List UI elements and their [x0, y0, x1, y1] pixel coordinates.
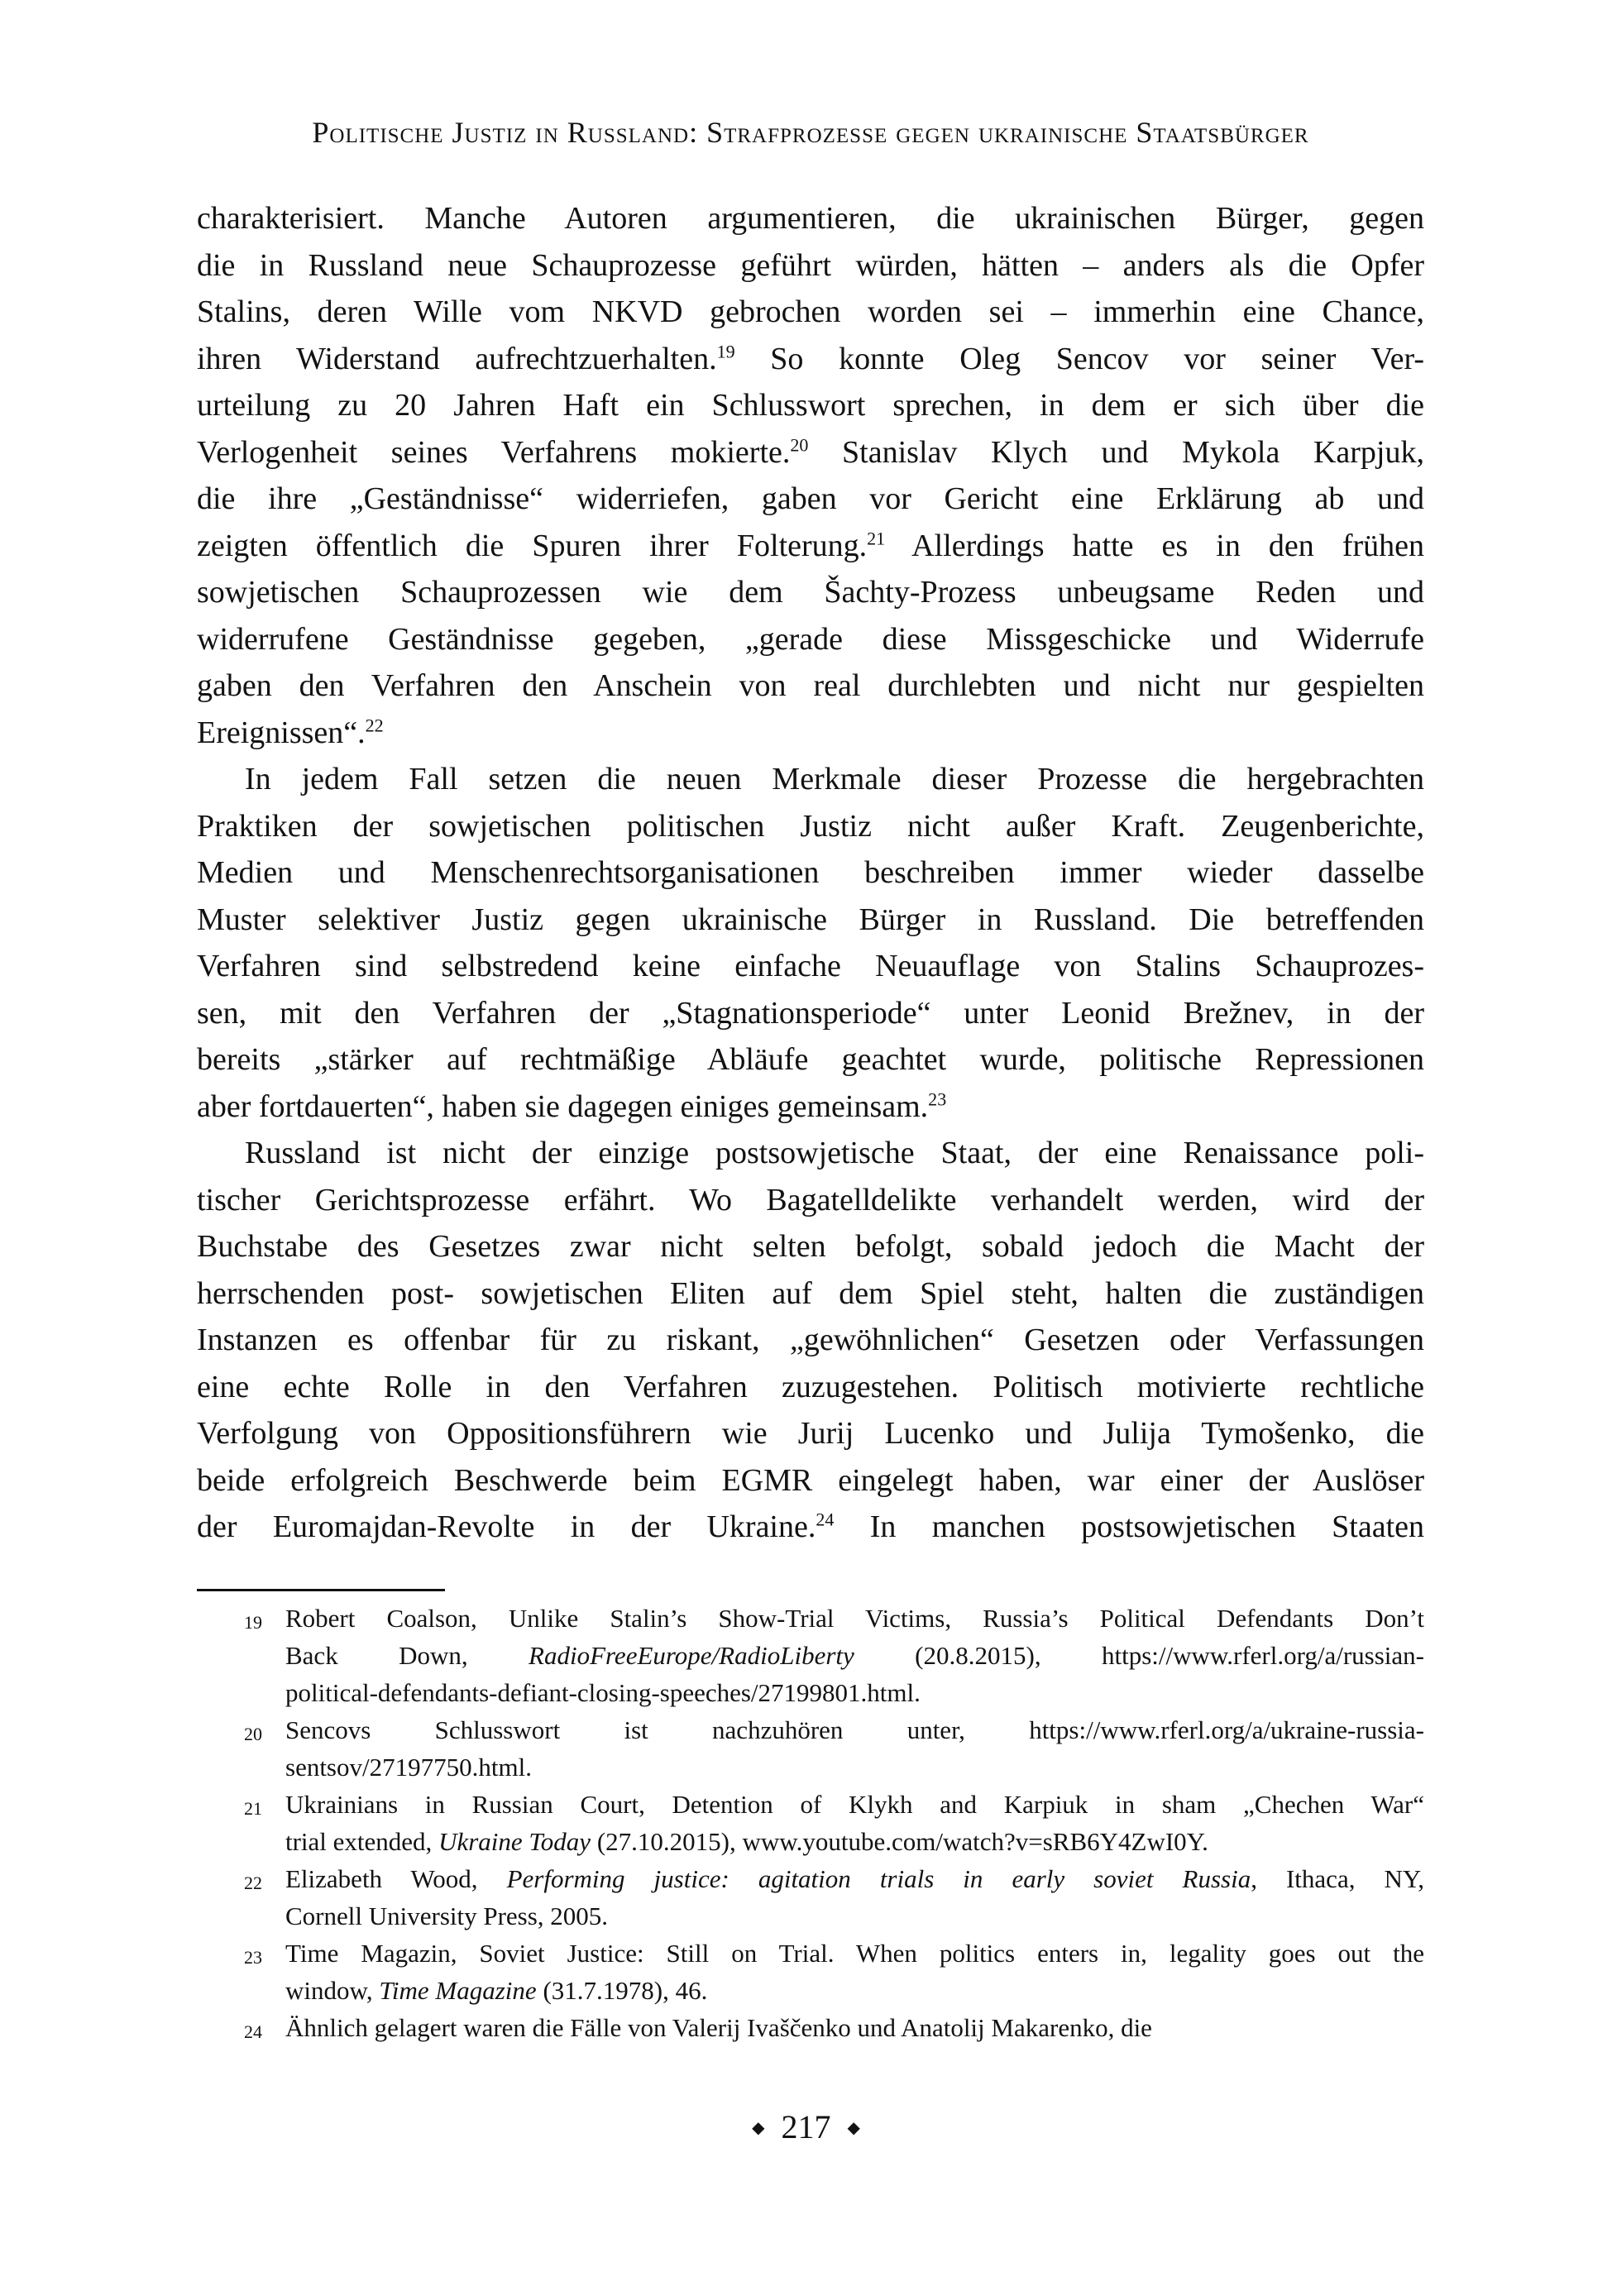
text-segment: Ereignissen“.: [197, 715, 366, 750]
body-line: [197, 1177, 1424, 1224]
footnote-ref: 20: [790, 433, 809, 455]
body-line: [197, 849, 1424, 897]
footnote-text: [285, 1600, 1424, 1711]
footnote-line: [285, 1860, 1424, 1897]
footnote-text: [285, 1711, 1424, 1786]
text-segment: tischer Gerichtsprozesse erfährt. Wo Bagatelldelikte verhandelt werden, wird der: [197, 1182, 1424, 1217]
text-segment: Allerdings hatte es in den frühen: [885, 528, 1424, 563]
footnote-text: [285, 2009, 1424, 2046]
body-line: [197, 662, 1424, 710]
text-segment: Verfolgung von Oppositionsführern wie Jurij Lucenko und Julija Tymošenko, die: [197, 1416, 1424, 1451]
footnote-line: [285, 1972, 1424, 2009]
footnote-line: [285, 1637, 1424, 1674]
body-line: [197, 943, 1424, 990]
text-segment: aber fortdauerten“, haben sie dagegen einiges gemeinsam.: [197, 1088, 929, 1124]
footnote-number: [197, 1935, 285, 1974]
text-segment: Ukraine Today: [438, 1827, 591, 1856]
text-segment: (31.7.1978), 46.: [536, 1976, 708, 2005]
footnote-number-value: 23: [244, 1947, 262, 1968]
ornament-left-icon: ◆: [752, 2119, 765, 2137]
text-segment: ihren Widerstand aufrechtzuerhalten.: [197, 341, 717, 376]
text-segment: sen, mit den Verfahren der „Stagnationsperiode“ unter Leonid Brežnev, in der: [197, 995, 1424, 1031]
body-line: [197, 710, 1424, 757]
body-line: [197, 616, 1424, 663]
footnote-number-value: 24: [244, 2021, 262, 2042]
text-segment: Robert Coalson, Unlike Stalin’s Show-Trial Victims, Russia’s Political Defendants Don’t: [285, 1604, 1424, 1633]
text-segment: Stanislav Klych und Mykola Karpjuk,: [808, 434, 1424, 470]
footnote-number: [197, 1860, 285, 1900]
text-segment: eine echte Rolle in den Verfahren zuzugestehen. Politisch motivierte rechtliche: [197, 1369, 1424, 1404]
text-segment: sentsov/27197750.html.: [285, 1753, 532, 1782]
footnote-line: [285, 1897, 1424, 1935]
body-line: [197, 195, 1424, 242]
body-line: [197, 1504, 1424, 1551]
footnote-number: [197, 1600, 285, 1639]
body-line: [197, 429, 1424, 476]
body-line: [197, 990, 1424, 1037]
body-line: [197, 1036, 1424, 1083]
text-segment: Muster selektiver Justiz gegen ukrainische Bürger in Russland. Die betreffenden: [197, 902, 1424, 937]
footnote-line: [285, 1600, 1424, 1637]
text-segment: herrschenden post- sowjetischen Eliten auf dem Spiel steht, halten die zuständigen: [197, 1275, 1424, 1311]
footnote: [197, 1860, 1424, 1935]
body-line: [197, 756, 1424, 803]
body-line: [197, 1317, 1424, 1364]
footnote-separator: [197, 1589, 445, 1591]
text-segment: (20.8.2015), https://www.rferl.org/a/russian-: [854, 1641, 1424, 1670]
text-segment: Buchstabe des Gesetzes zwar nicht selten befolgt, sobald jedoch die Macht der: [197, 1229, 1424, 1264]
footnotes-block: [197, 1600, 1424, 2049]
footnote-ref: 21: [867, 527, 886, 548]
footnote: [197, 2009, 1424, 2049]
text-segment: So konnte Oleg Sencov vor seiner Ver-: [734, 341, 1424, 376]
footnote-ref: 24: [816, 1509, 835, 1530]
ornament-right-icon: ◆: [847, 2119, 860, 2137]
text-segment: (27.10.2015), www.youtube.com/watch?v=sRB6Y4ZwI0Y.: [591, 1827, 1208, 1856]
body-line: [197, 1270, 1424, 1318]
footnote-ref: 22: [365, 714, 384, 735]
text-segment: gaben den Verfahren den Anschein von real durchlebten und nicht nur gespielten: [197, 668, 1424, 703]
page-footer: [0, 2107, 1612, 2146]
footnote-line: [285, 1711, 1424, 1748]
text-segment: Ähnlich gelagert waren die Fälle von Valerij Ivaščenko und Anatolij Makarenko, die: [285, 2013, 1152, 2042]
footnote-text: [285, 1786, 1424, 1860]
footnote: [197, 1786, 1424, 1860]
body-line: [197, 1130, 1424, 1177]
body-line: [197, 1083, 1424, 1131]
text-segment: beide erfolgreich Beschwerde beim EGMR eingelegt haben, war einer der Auslöser: [197, 1462, 1424, 1498]
text-segment: Russland ist nicht der einzige postsowjetische Staat, der eine Renaissance poli-: [245, 1136, 1424, 1170]
body-line: [197, 1364, 1424, 1411]
footnote-line: [285, 1748, 1424, 1786]
text-segment: , Ithaca, NY,: [1251, 1864, 1425, 1893]
text-segment: Back Down,: [285, 1641, 529, 1670]
body-line: [197, 336, 1424, 383]
running-head: Politische Justiz in Russland: Strafprozesse gegen ukrainische Staatsbürger: [312, 116, 1309, 149]
footnote-line: [285, 2009, 1424, 2046]
text-segment: urteilung zu 20 Jahren Haft ein Schlusswort sprechen, in dem er sich über die: [197, 388, 1424, 423]
footnote-text: [285, 1935, 1424, 2009]
body-line: [197, 803, 1424, 850]
text-segment: window,: [285, 1976, 380, 2005]
body-line: [197, 1410, 1424, 1457]
footnote-number-value: 19: [244, 1612, 262, 1633]
text-segment: In manchen postsowjetischen Staaten: [834, 1509, 1424, 1544]
footnote: [197, 1935, 1424, 2009]
text-segment: Verlogenheit seines Verfahrens mokierte.: [197, 434, 791, 470]
footnote-number: [197, 1711, 285, 1751]
body-line: [197, 569, 1424, 616]
text-segment: Praktiken der sowjetischen politischen Justiz nicht außer Kraft. Zeugenberichte,: [197, 808, 1424, 844]
text-segment: Cornell University Press, 2005.: [285, 1901, 609, 1930]
text-segment: Medien und Menschenrechtsorganisationen beschreiben immer wieder dasselbe: [197, 855, 1424, 890]
text-segment: Performing justice: agitation trials in early soviet Russia: [506, 1864, 1251, 1893]
body-line: [197, 289, 1424, 336]
text-segment: Sencovs Schlusswort ist nachzuhören unter, https://www.rferl.org/a/ukraine-russia-: [285, 1715, 1424, 1744]
footnote-number-value: 20: [244, 1724, 262, 1744]
text-segment: Instanzen es offenbar für zu riskant, „gewöhnlichen“ Gesetzen oder Verfassungen: [197, 1323, 1424, 1357]
body-line: [197, 523, 1424, 570]
text-segment: In jedem Fall setzen die neuen Merkmale dieser Prozesse die hergebrachten: [245, 762, 1424, 796]
footnote-ref: 23: [928, 1088, 947, 1109]
text-segment: sowjetischen Schauprozessen wie dem Šachty-Prozess unbeugsame Reden und: [197, 575, 1424, 610]
text-segment: Time Magazin, Soviet Justice: Still on Trial. When politics enters in, legality goes out the: [285, 1939, 1424, 1968]
text-segment: RadioFreeEurope/RadioLiberty: [529, 1641, 854, 1670]
footnote-number-value: 22: [244, 1873, 262, 1893]
text-segment: Time Magazine: [379, 1976, 537, 2005]
footnote-line: [285, 1786, 1424, 1823]
body-line: [197, 382, 1424, 429]
footnote-ref: 19: [716, 340, 735, 361]
text-segment: Verfahren sind selbstredend keine einfache Neuauflage von Stalins Schauprozes-: [197, 949, 1424, 983]
footnote-number: [197, 1786, 285, 1825]
body-line: [197, 897, 1424, 944]
text-segment: widerrufene Geständnisse gegeben, „gerade diese Missgeschicke und Widerrufe: [197, 621, 1424, 657]
text-segment: die ihre „Geständnisse“ widerriefen, gaben vor Gericht eine Erklärung ab und: [197, 481, 1424, 516]
footnote-line: [285, 1823, 1424, 1860]
text-segment: trial extended,: [285, 1827, 439, 1856]
footnote: [197, 1711, 1424, 1786]
body-line: [197, 1223, 1424, 1270]
page-number: 217: [781, 2108, 831, 2145]
text-segment: Ukrainians in Russian Court, Detention of Klykh and Karpiuk in sham „Chechen War“: [285, 1790, 1424, 1819]
body-line: [197, 476, 1424, 523]
footnote-text: [285, 1860, 1424, 1935]
body-line: [197, 1457, 1424, 1504]
body-text: [197, 195, 1424, 1551]
text-segment: zeigten öffentlich die Spuren ihrer Folterung.: [197, 528, 868, 563]
text-segment: der Euromajdan-Revolte in der Ukraine.: [197, 1509, 816, 1544]
text-segment: political-defendants-defiant-closing-speeches/27199801.html.: [285, 1678, 921, 1707]
text-segment: Stalins, deren Wille vom NKVD gebrochen worden sei – immerhin eine Chance,: [197, 294, 1424, 329]
footnote-number: [197, 2009, 285, 2049]
text-segment: die in Russland neue Schauprozesse geführt würden, hätten – anders als die Opfer: [197, 247, 1424, 283]
footnote-line: [285, 1935, 1424, 1972]
footnote: [197, 1600, 1424, 1711]
text-segment: charakterisiert. Manche Autoren argumentieren, die ukrainischen Bürger, gegen: [197, 201, 1424, 236]
text-segment: Elizabeth Wood,: [285, 1864, 507, 1893]
footnote-line: [285, 1674, 1424, 1711]
text-segment: bereits „stärker auf rechtmäßige Abläufe geachtet wurde, politische Repressionen: [197, 1042, 1424, 1077]
footnote-number-value: 21: [244, 1798, 262, 1819]
body-line: [197, 242, 1424, 289]
